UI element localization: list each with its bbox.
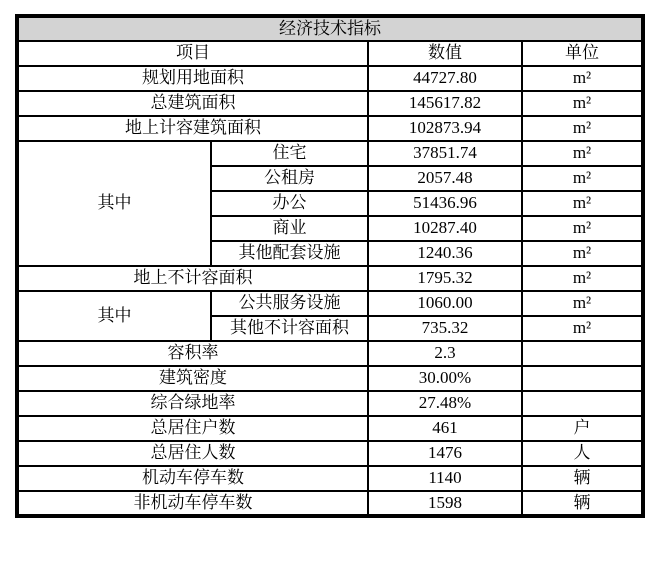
item-cell: 总居住人数 (17, 441, 368, 466)
table-row (17, 466, 643, 491)
item-cell: 总建筑面积 (17, 91, 368, 116)
unit-cell: m² (522, 216, 643, 241)
item-cell: 总居住户数 (17, 416, 368, 441)
economic-indicators-table (15, 14, 645, 518)
item-cell: 办公 (211, 191, 368, 216)
item-cell: 其他不计容面积 (211, 316, 368, 341)
table-row (17, 116, 643, 141)
value-cell: 27.48% (368, 391, 522, 416)
unit-cell: 辆 (522, 491, 643, 516)
item-cell: 商业 (211, 216, 368, 241)
unit-cell: m² (522, 316, 643, 341)
table-row (17, 266, 643, 291)
value-cell: 1240.36 (368, 241, 522, 266)
value-cell: 2057.48 (368, 166, 522, 191)
unit-cell: m² (522, 116, 643, 141)
table-row (17, 141, 643, 166)
table-row (17, 391, 643, 416)
value-cell: 102873.94 (368, 116, 522, 141)
value-cell: 735.32 (368, 316, 522, 341)
unit-cell: 人 (522, 441, 643, 466)
value-cell: 461 (368, 416, 522, 441)
column-header-unit: 单位 (522, 41, 643, 66)
value-cell: 51436.96 (368, 191, 522, 216)
group-label-cell: 其中 (17, 141, 211, 266)
item-cell: 建筑密度 (17, 366, 368, 391)
item-cell: 规划用地面积 (17, 66, 368, 91)
table-row (17, 416, 643, 441)
unit-cell (522, 341, 643, 366)
table-row (17, 441, 643, 466)
item-cell: 公租房 (211, 166, 368, 191)
unit-cell (522, 366, 643, 391)
group-label-cell: 其中 (17, 291, 211, 341)
table-row (17, 341, 643, 366)
value-cell: 1476 (368, 441, 522, 466)
item-cell: 容积率 (17, 341, 368, 366)
unit-cell (522, 391, 643, 416)
unit-cell: m² (522, 291, 643, 316)
unit-cell: 辆 (522, 466, 643, 491)
unit-cell: m² (522, 66, 643, 91)
value-cell: 1598 (368, 491, 522, 516)
table-row (17, 491, 643, 516)
column-header-item: 项目 (17, 41, 368, 66)
unit-cell: m² (522, 166, 643, 191)
column-header-value: 数值 (368, 41, 522, 66)
table-header-row (17, 41, 643, 66)
value-cell: 10287.40 (368, 216, 522, 241)
unit-cell: m² (522, 241, 643, 266)
table-title-row (17, 16, 643, 41)
table-row (17, 66, 643, 91)
unit-cell: m² (522, 191, 643, 216)
item-cell: 住宅 (211, 141, 368, 166)
value-cell: 1060.00 (368, 291, 522, 316)
value-cell: 145617.82 (368, 91, 522, 116)
item-cell: 机动车停车数 (17, 466, 368, 491)
table-row (17, 366, 643, 391)
unit-cell: m² (522, 266, 643, 291)
value-cell: 1795.32 (368, 266, 522, 291)
value-cell: 44727.80 (368, 66, 522, 91)
item-cell: 综合绿地率 (17, 391, 368, 416)
value-cell: 2.3 (368, 341, 522, 366)
item-cell: 非机动车停车数 (17, 491, 368, 516)
item-cell: 地上计容建筑面积 (17, 116, 368, 141)
item-cell: 其他配套设施 (211, 241, 368, 266)
item-cell: 地上不计容面积 (17, 266, 368, 291)
unit-cell: m² (522, 91, 643, 116)
value-cell: 1140 (368, 466, 522, 491)
item-cell: 公共服务设施 (211, 291, 368, 316)
table-row (17, 91, 643, 116)
unit-cell: m² (522, 141, 643, 166)
value-cell: 37851.74 (368, 141, 522, 166)
value-cell: 30.00% (368, 366, 522, 391)
table-title: 经济技术指标 (17, 16, 643, 41)
unit-cell: 户 (522, 416, 643, 441)
table-row (17, 291, 643, 316)
